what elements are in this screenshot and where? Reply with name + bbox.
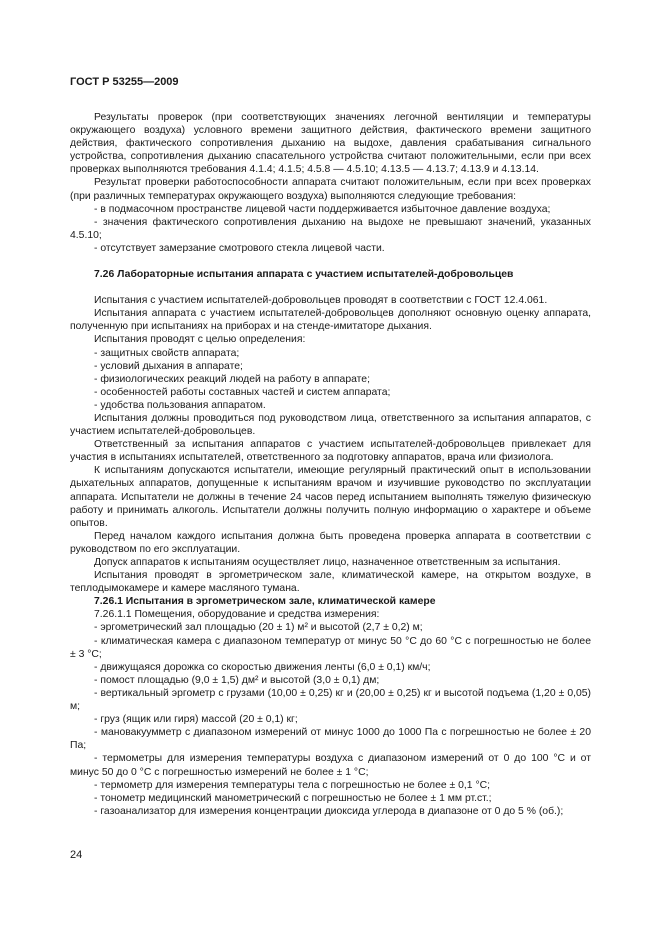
paragraph: Результаты проверок (при соответствующих значениях легочной вентиляции и температуры окружающего воздуха) условного времени защитного действия, фактического времени защитного действия, фактического сопротивления дыханию на выдохе, давления срабатывания сигнального устройства, сопротивления дыханию спасательного устройства считают положительными, если при всех проверках выполняются требования 4.1.4; 4.1.5; 4.5.8 — 4.5.10; 4.13.5 — 4.13.7; 4.13.9 и 4.13.14.	[70, 112, 591, 176]
paragraph: Испытания проводят в эргометрическом зале, климатической камере, на открытом воздухе, в теплодымокамере и камере масляного тумана.	[70, 570, 591, 595]
list-item: - газоанализатор для измерения концентрации диоксида углерода в диапазоне от 0 до 5 % (об.);	[94, 805, 564, 817]
paragraph: Ответственный за испытания аппаратов с участием испытателей-добровольцев привлекает для участия в испытаниях испытателей, ответственного за подготовку аппаратов, врача или физиолога.	[70, 439, 591, 464]
document-body	[70, 111, 591, 818]
list-item: - удобства пользования аппаратом.	[94, 399, 266, 411]
list-item: - мановакуумметр с диапазоном измерений от минус 1000 до 1000 Па с погрешностью не более ± 20 Па;	[70, 727, 591, 752]
list-item: - в подмасочном пространстве лицевой части поддерживается избыточное давление воздуха;	[94, 203, 551, 215]
paragraph: Результат проверки работоспособности аппарата считают положительным, если при всех проверках (при различных температурах окружающего воздуха) выполняются следующие требования:	[70, 177, 591, 202]
list-item: - условий дыхания в аппарате;	[94, 360, 243, 372]
list-item: - климатическая камера с диапазоном температур от минус 50 °С до 60 °С с погрешностью не более ± 3 °С;	[70, 635, 591, 660]
list-item: - термометр для измерения температуры тела с погрешностью не более ± 0,1 °С;	[94, 779, 491, 791]
list-item: - груз (ящик или гиря) массой (20 ± 0,1) кг;	[94, 714, 298, 726]
list-item: - эргометрический зал площадью (20 ± 1) м² и высотой (2,7 ± 0,2) м;	[94, 622, 423, 634]
list-item: - физиологических реакций людей на работу в аппарате;	[94, 373, 370, 385]
paragraph: Испытания проводят с целью определения:	[94, 334, 306, 346]
page-number: 24	[70, 849, 83, 861]
paragraph: Испытания должны проводиться под руководством лица, ответственного за испытания аппаратов, с участием испытателей-добровольцев.	[70, 412, 591, 438]
paragraph: 7.26.1.1 Помещения, оборудование и средства измерения:	[94, 609, 380, 621]
section-heading: 7.26 Лабораторные испытания аппарата с участием испытателей-добровольцев	[94, 269, 514, 281]
list-item: - движущаяся дорожка со скоростью движения ленты (6,0 ± 0,1) км/ч;	[94, 661, 431, 673]
paragraph: К испытаниям допускаются испытатели, имеющие регулярный практический опыт в использовании дыхательных аппаратов, допущенные к испытаниям врачом и изучившие руководство по эксплуатации аппарата. Испытатели не должны в течение 24 часов перед испытанием выполнять тяжелую физическую работу и принимать алкоголь. Испытатели должны получить полную информацию о характере и объеме опытов.	[70, 465, 591, 529]
paragraph: Испытания аппарата с участием испытателей-добровольцев дополняют основную оценку аппарата, полученную при испытаниях на приборах и на стенде-имитаторе дыхания.	[70, 308, 591, 333]
list-item: - вертикальный эргометр с грузами (10,00 ± 0,25) кг и (20,00 ± 0,25) кг и высотой подъема (1,20 ± 0,05) м;	[70, 687, 591, 713]
list-item: - особенностей работы составных частей и систем аппарата;	[94, 386, 391, 398]
list-item: - защитных свойств аппарата;	[94, 347, 240, 359]
paragraph: Допуск аппаратов к испытаниям осуществляет лицо, назначенное ответственным за испытания.	[94, 557, 561, 568]
list-item: - отсутствует замерзание смотрового стекла лицевой части.	[94, 242, 385, 254]
list-item: - помост площадью (9,0 ± 1,5) дм² и высотой (3,0 ± 0,1) дм;	[94, 674, 380, 686]
list-item: - значения фактического сопротивления дыханию на выдохе не превышают значений, указанных 4.5.10;	[70, 216, 591, 241]
subsection-heading: 7.26.1 Испытания в эргометрическом зале, климатической камере	[94, 596, 436, 608]
paragraph: Перед началом каждого испытания должна быть проведена проверка аппарата в соответствии с руководством по его эксплуатации.	[70, 530, 591, 555]
document-header: ГОСТ Р 53255—2009	[70, 76, 179, 88]
list-item: - тонометр медицинский манометрический с погрешностью не более ± 1 мм рт.ст.;	[94, 792, 492, 804]
list-item: - термометры для измерения температуры воздуха с диапазоном измерений от 0 до 100 °С и от минус 50 до 0 °С с погрешностью измерений не более ± 1 °С;	[70, 753, 591, 778]
paragraph: Испытания с участием испытателей-добровольцев проводят в соответствии с ГОСТ 12.4.061.	[94, 295, 548, 307]
